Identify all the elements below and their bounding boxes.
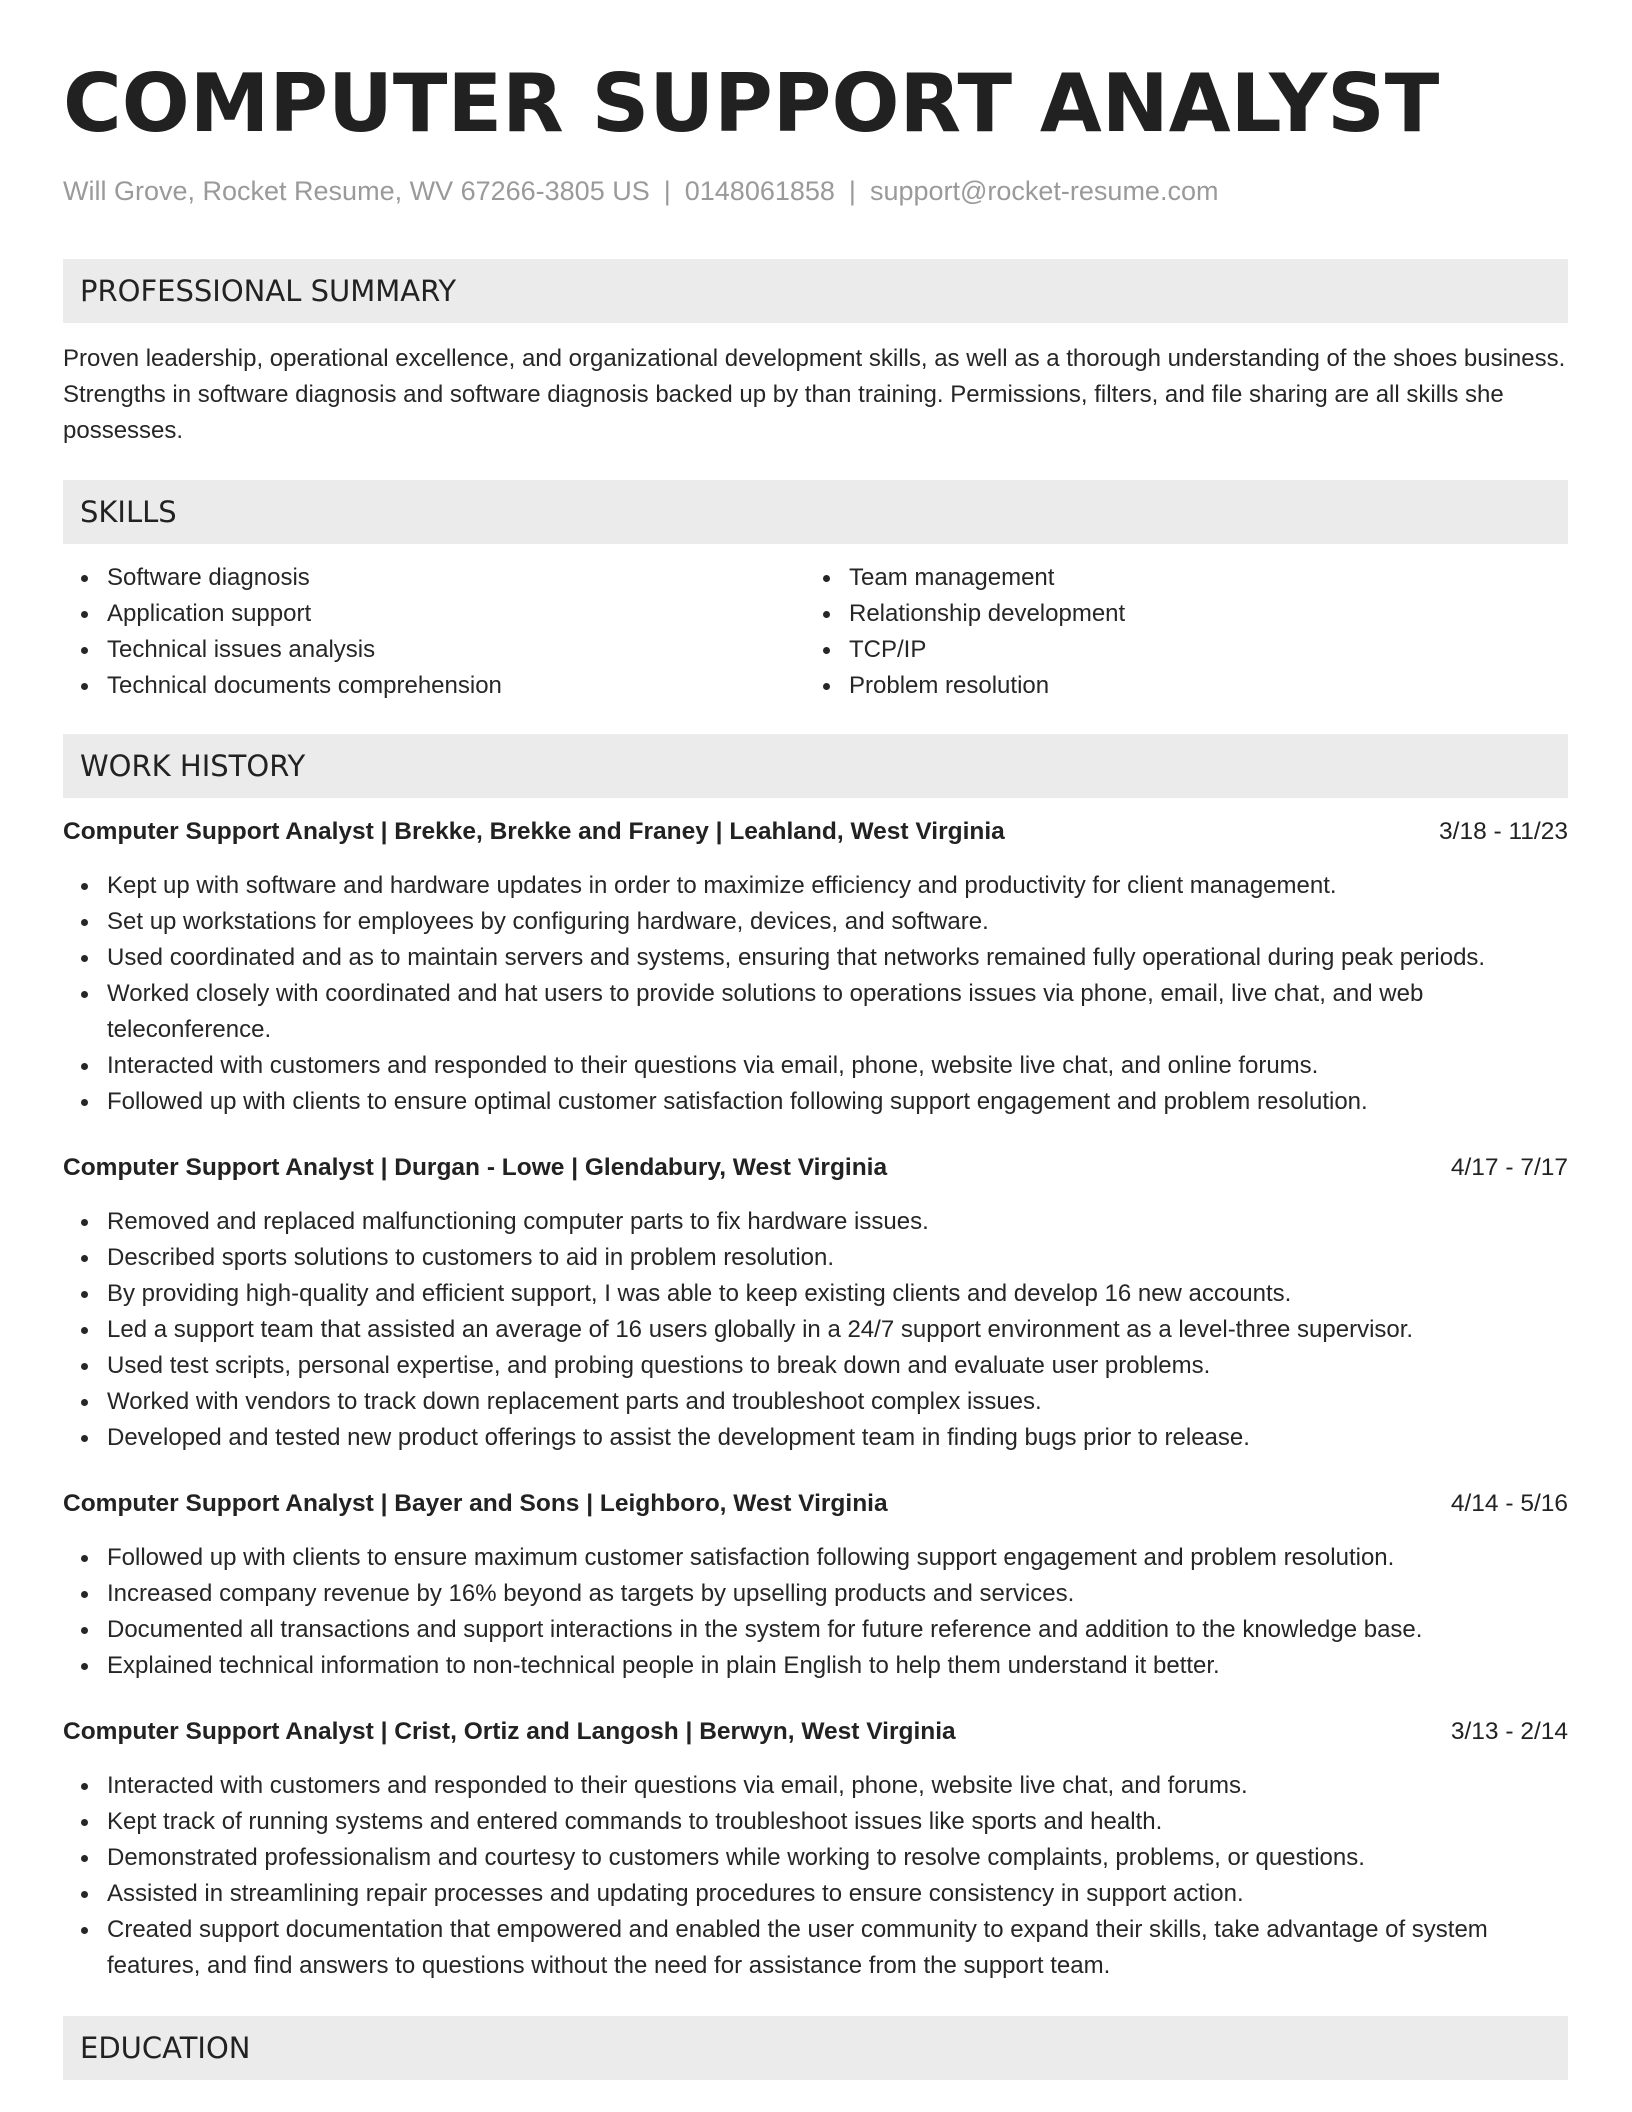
skills-column-right — [805, 560, 1547, 704]
job-bullet: Used test scripts, personal expertise, and probing questions to break down and evaluate user problems. — [107, 1348, 1568, 1384]
job-bullet: Created support documentation that empowered and enabled the user community to expand their skills, take advantage of system features, and find answers to questions without the need for assistance from the support team. — [107, 1912, 1568, 1984]
job-dates: 4/14 - 5/16 — [1450, 1490, 1568, 1517]
job-bullet: Interacted with customers and responded to their questions via email, phone, website live chat, and forums. — [107, 1768, 1568, 1804]
job-entry — [63, 1150, 1568, 1456]
skill-item: TCP/IP — [849, 632, 1547, 668]
contact-email: support@rocket-resume.com — [869, 176, 1219, 206]
job-bullet: Documented all transactions and support interactions in the system for future reference and addition to the knowledge base. — [107, 1612, 1568, 1648]
job-bullet: Removed and replaced malfunctioning computer parts to fix hardware issues. — [107, 1204, 1568, 1240]
job-title: Computer Support Analyst | Brekke, Brekke and Franey | Leahland, West Virginia — [63, 818, 1005, 845]
job-bullet: Set up workstations for employees by configuring hardware, devices, and software. — [107, 904, 1568, 940]
section-header-summary: PROFESSIONAL SUMMARY — [63, 259, 1568, 323]
section-header-work-history: WORK HISTORY — [63, 734, 1568, 798]
job-bullet: Kept track of running systems and entered commands to troubleshoot issues like sports and health. — [107, 1804, 1568, 1840]
job-bullet: Led a support team that assisted an average of 16 users globally in a 24/7 support environment as a level-three supervisor. — [107, 1312, 1568, 1348]
job-bullet: Followed up with clients to ensure maximum customer satisfaction following support engagement and problem resolution. — [107, 1540, 1568, 1576]
contact-address: Will Grove, Rocket Resume, WV 67266-3805 US — [63, 176, 650, 206]
job-bullet: Explained technical information to non-technical people in plain English to help them understand it better. — [107, 1648, 1568, 1684]
job-bullets — [63, 1204, 1568, 1456]
job-entry — [63, 814, 1568, 1120]
job-bullet: Used coordinated and as to maintain servers and systems, ensuring that networks remained fully operational during peak periods. — [107, 940, 1568, 976]
skill-item: Application support — [107, 596, 805, 632]
job-header — [63, 814, 1568, 850]
job-bullet: Described sports solutions to customers to aid in problem resolution. — [107, 1240, 1568, 1276]
job-bullet: Developed and tested new product offerings to assist the development team in finding bugs prior to release. — [107, 1420, 1568, 1456]
contact-line — [63, 174, 1568, 208]
summary-text: Proven leadership, operational excellence, and organizational development skills, as well as a thorough understanding of the shoes business. Strengths in software diagnosis and software diagnosis backed up by than training. Permissions, filters, and file sharing are all skills she possesses. — [63, 345, 1566, 444]
job-title: Computer Support Analyst | Durgan - Lowe | Glendabury, West Virginia — [63, 1154, 888, 1181]
job-bullet: Assisted in streamlining repair processes and updating procedures to ensure consistency in support action. — [107, 1876, 1568, 1912]
resume-name: COMPUTER SUPPORT ANALYST — [63, 57, 1440, 150]
job-dates: 3/13 - 2/14 — [1450, 1718, 1568, 1745]
skills-grid — [63, 560, 1568, 704]
contact-separator: | — [663, 176, 671, 206]
job-entry — [63, 1714, 1568, 1984]
skill-item: Relationship development — [849, 596, 1547, 632]
skill-item: Problem resolution — [849, 668, 1547, 704]
skill-item: Technical issues analysis — [107, 632, 805, 668]
job-bullet: Increased company revenue by 16% beyond as targets by upselling products and services. — [107, 1576, 1568, 1612]
contact-phone: 0148061858 — [684, 176, 835, 206]
job-entry — [63, 1486, 1568, 1684]
job-dates: 4/17 - 7/17 — [1450, 1154, 1568, 1181]
skills-column-left — [63, 560, 805, 704]
job-bullets — [63, 868, 1568, 1120]
job-bullet: Worked closely with coordinated and hat users to provide solutions to operations issues via phone, email, live chat, and web teleconference. — [107, 976, 1568, 1048]
section-header-skills: SKILLS — [63, 480, 1568, 544]
job-dates: 3/18 - 11/23 — [1439, 818, 1568, 845]
section-header-education: EDUCATION — [63, 2016, 1568, 2080]
job-bullet: Demonstrated professionalism and courtesy to customers while working to resolve complaints, problems, or questions. — [107, 1840, 1568, 1876]
job-bullets — [63, 1768, 1568, 1984]
skill-item: Team management — [849, 560, 1547, 596]
job-bullet: Interacted with customers and responded to their questions via email, phone, website live chat, and online forums. — [107, 1048, 1568, 1084]
job-bullets — [63, 1540, 1568, 1684]
contact-separator: | — [848, 176, 856, 206]
job-header — [63, 1486, 1568, 1522]
job-bullet: By providing high-quality and efficient support, I was able to keep existing clients and develop 16 new accounts. — [107, 1276, 1568, 1312]
job-bullet: Worked with vendors to track down replacement parts and troubleshoot complex issues. — [107, 1384, 1568, 1420]
resume-page — [63, 0, 1568, 2080]
skill-item: Technical documents comprehension — [107, 668, 805, 704]
skill-item: Software diagnosis — [107, 560, 805, 596]
job-title: Computer Support Analyst | Crist, Ortiz and Langosh | Berwyn, West Virginia — [63, 1718, 956, 1745]
job-bullet: Kept up with software and hardware updates in order to maximize efficiency and productivity for client management. — [107, 868, 1568, 904]
job-bullet: Followed up with clients to ensure optimal customer satisfaction following support engagement and problem resolution. — [107, 1084, 1568, 1120]
job-title: Computer Support Analyst | Bayer and Sons | Leighboro, West Virginia — [63, 1490, 888, 1517]
job-header — [63, 1714, 1568, 1750]
job-header — [63, 1150, 1568, 1186]
